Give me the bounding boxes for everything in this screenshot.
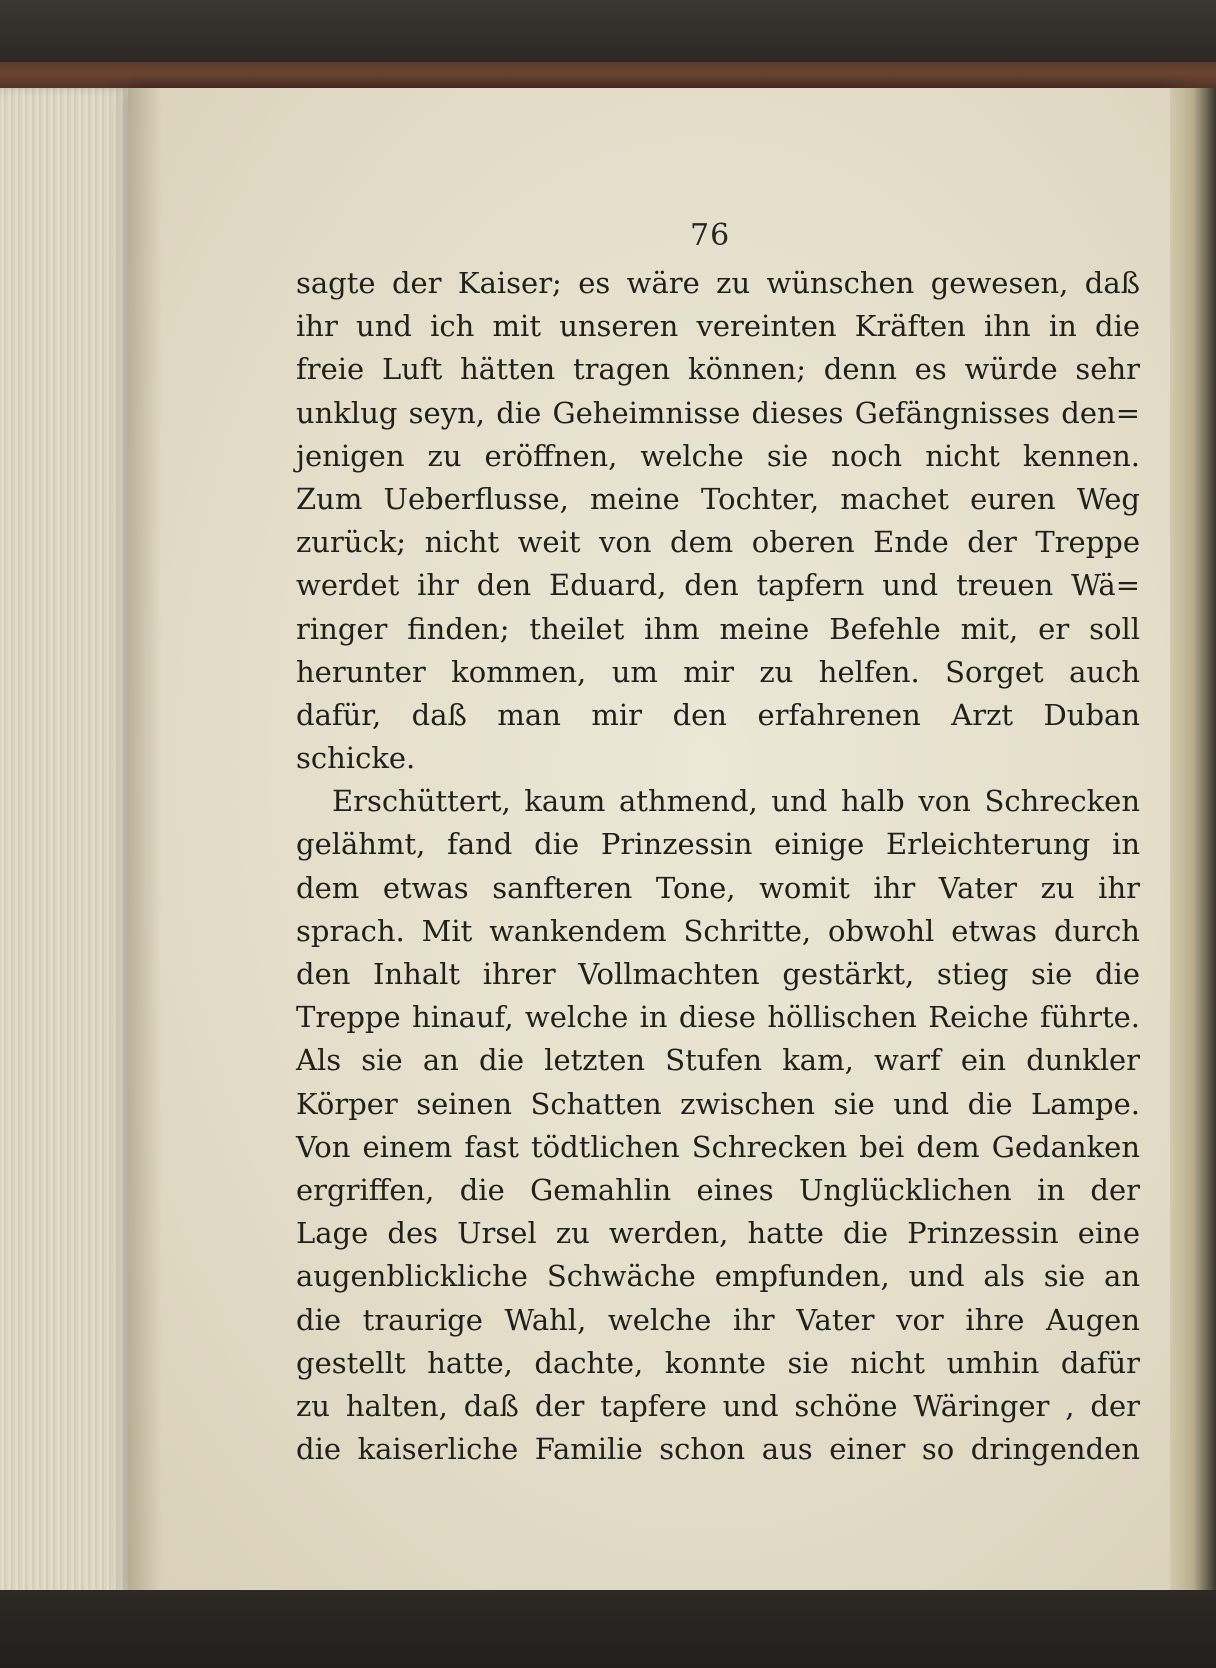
text-line: Lage des Ursel zu werden, hatte die Prinzessin eine [296, 1216, 1140, 1251]
text-line: Körper seinen Schatten zwischen sie und die Lampe. [296, 1086, 1140, 1121]
text-line: den Inhalt ihrer Vollmachten gestärkt, stieg sie die [296, 957, 1140, 991]
text-line: Als sie an die letzten Stufen kam, warf ein dunkler [296, 1043, 1140, 1078]
text-line: sprach. Mit wankendem Schritte, obwohl etwas durch [296, 913, 1140, 948]
text-line: dem etwas sanfteren Tone, womit ihr Vater zu ihr [296, 870, 1140, 905]
text-line: dafür, daß man mir den erfahrenen Arzt Duban [296, 697, 1140, 732]
text-line: ihr und ich mit unseren vereinten Kräften ihn in die [296, 309, 1140, 344]
text-line: Von einem fast tödtlichen Schrecken bei dem Gedanken [296, 1129, 1140, 1164]
text-line: schicke. [296, 741, 416, 776]
text-line: Treppe hinauf, welche in diese höllischen Reiche führte. [296, 1000, 1140, 1035]
text-line: jenigen zu eröffnen, welche sie noch nicht kennen. [296, 438, 1140, 473]
text-line: Erschüttert, kaum athmend, und halb von Schrecken [332, 784, 1140, 819]
text-line: freie Luft hätten tragen können; denn es würde sehr [296, 352, 1140, 387]
text-line: die kaiserliche Familie schon aus einer so dringenden [296, 1432, 1140, 1467]
page-number: 76 [690, 218, 731, 253]
text-line: Zum Ueberflusse, meine Tochter, machet euren Weg [296, 481, 1140, 516]
scan-background-bottom [0, 1590, 1216, 1668]
text-line: gelähmt, fand die Prinzessin einige Erleichterung in [296, 827, 1140, 862]
page-stack-edge [0, 88, 140, 1600]
text-line: herunter kommen, um mir zu helfen. Sorget auch [296, 654, 1140, 689]
text-line: gestellt hatte, dachte, konnte sie nicht umhin dafür [296, 1345, 1140, 1380]
text-line: werdet ihr den Eduard, den tapfern und treuen Wä= [296, 568, 1140, 603]
text-line: unklug seyn, die Geheimnisse dieses Gefängnisses den= [296, 395, 1140, 430]
text-line: zurück; nicht weit von dem oberen Ende der Treppe [296, 525, 1140, 560]
page-right-edge [1170, 88, 1216, 1598]
text-line: augenblickliche Schwäche empfunden, und als sie an [296, 1259, 1140, 1294]
text-line: zu halten, daß der tapfere und schöne Wäringer , der [296, 1388, 1140, 1423]
text-line: ergriffen, die Gemahlin eines Unglücklichen in der [296, 1172, 1140, 1207]
text-line: ringer finden; theilet ihm meine Befehle mit, er soll [296, 611, 1140, 646]
text-line: die traurige Wahl, welche ihr Vater vor ihre Augen [296, 1302, 1140, 1337]
page-text [296, 262, 1140, 1471]
text-line: sagte der Kaiser; es wäre zu wünschen gewesen, daß [296, 266, 1140, 300]
page-gutter-shadow [128, 88, 162, 1598]
